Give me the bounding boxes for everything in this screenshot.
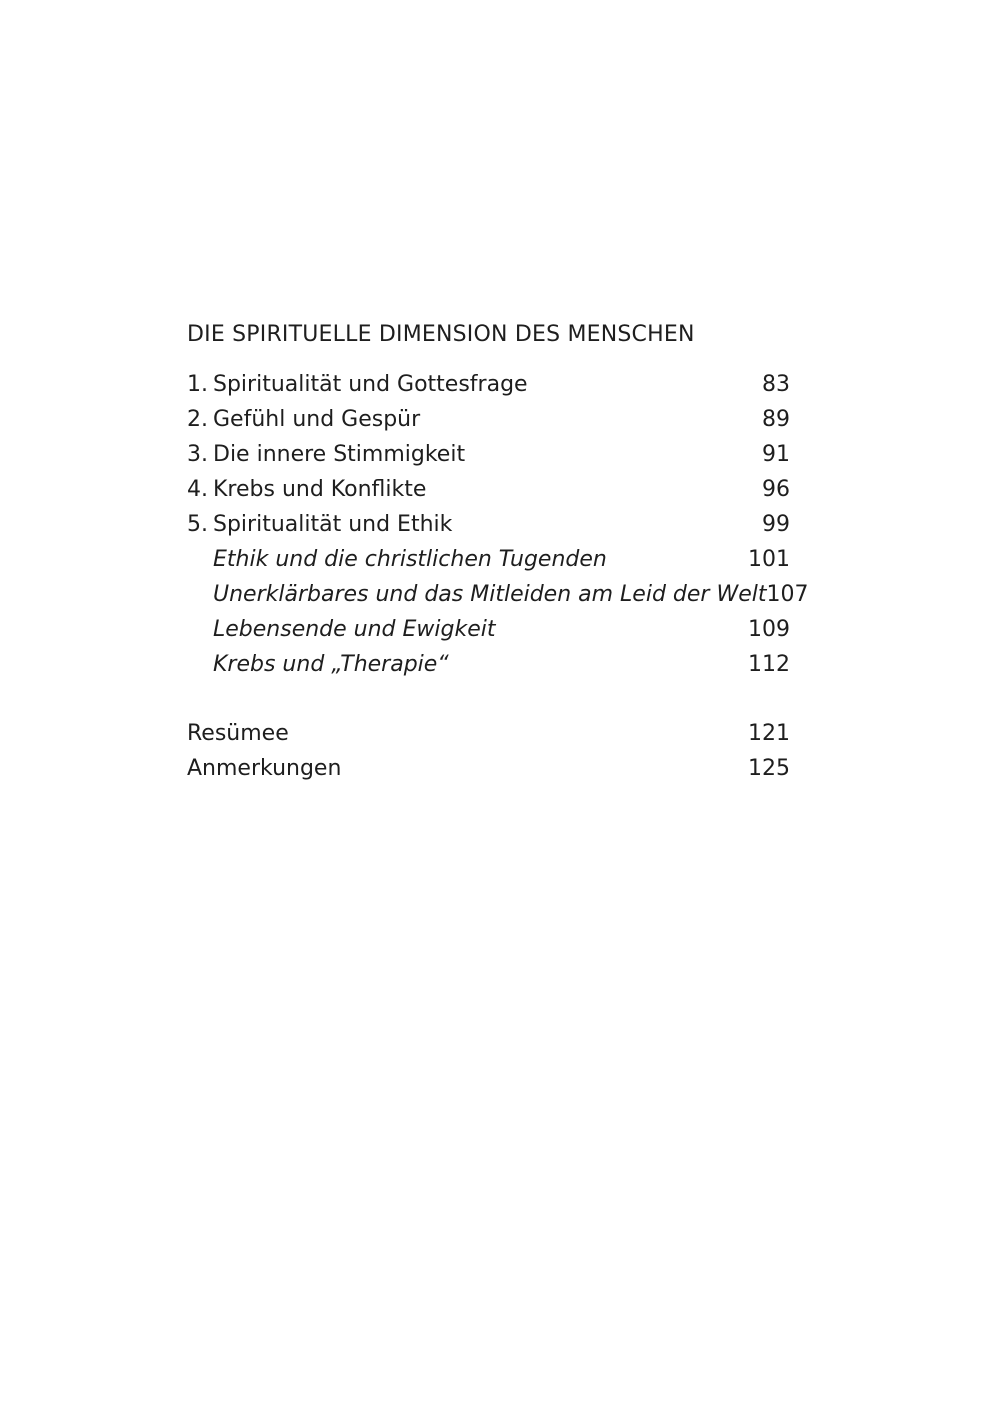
chapter-title: Gefühl und Gespür	[213, 407, 421, 432]
subsection-title: Lebensende und Ewigkeit	[213, 617, 496, 642]
page-number: 125	[748, 756, 790, 781]
chapter-number: 3.	[187, 442, 208, 467]
toc-subentry	[187, 577, 809, 612]
chapter-number: 1.	[187, 372, 208, 397]
page-number: 107	[766, 582, 809, 607]
table-of-contents	[187, 318, 809, 786]
toc-subentry	[187, 647, 790, 682]
page-number: 83	[762, 372, 790, 397]
chapter-number: 5.	[187, 512, 208, 537]
toc-entry	[187, 367, 790, 402]
toc-back-matter-entry	[187, 716, 790, 751]
back-matter-title: Resümee	[187, 721, 289, 746]
chapter-number: 4.	[187, 477, 208, 502]
toc-subentry	[187, 612, 790, 647]
toc-entry	[187, 472, 790, 507]
page-number: 121	[748, 721, 790, 746]
page-number: 91	[762, 442, 790, 467]
page-number: 89	[762, 407, 790, 432]
spacer	[187, 682, 790, 716]
toc-back-matter-entry	[187, 751, 790, 786]
back-matter-title: Anmerkungen	[187, 756, 342, 781]
page-number: 96	[762, 477, 790, 502]
page-number: 101	[748, 547, 790, 572]
section-heading: DIE SPIRITUELLE DIMENSION DES MENSCHEN	[187, 322, 695, 347]
page-number: 112	[748, 652, 790, 677]
subsection-title: Ethik und die christlichen Tugenden	[213, 547, 607, 572]
chapter-title: Die innere Stimmigkeit	[213, 442, 466, 467]
subsection-title: Krebs und „Therapie“	[213, 652, 449, 677]
toc-subentry	[187, 542, 790, 577]
chapter-title: Krebs und Konflikte	[213, 477, 427, 502]
subsection-title: Unerklärbares und das Mitleiden am Leid der Welt	[213, 582, 767, 607]
chapter-number: 2.	[187, 407, 208, 432]
page-number: 109	[748, 617, 790, 642]
toc-entry	[187, 507, 790, 542]
page-number: 99	[762, 512, 790, 537]
toc-entry	[187, 437, 790, 472]
chapter-title: Spiritualität und Ethik	[213, 512, 453, 537]
chapter-title: Spiritualität und Gottesfrage	[213, 372, 528, 397]
toc-entry	[187, 402, 790, 437]
